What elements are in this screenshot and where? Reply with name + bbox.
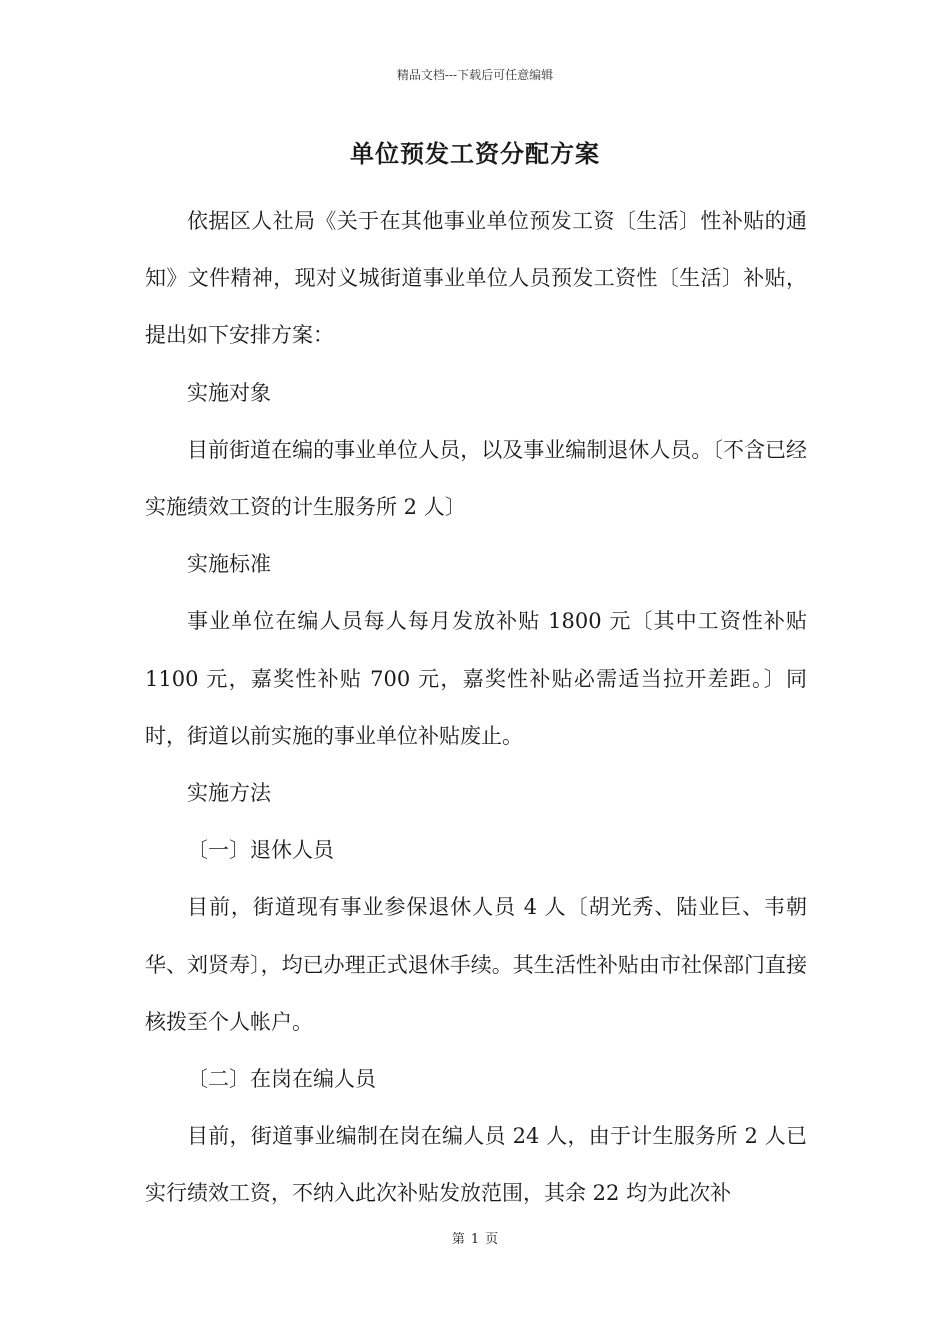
subheading-retired: 〔一〕退休人员 [187,838,334,863]
document-body [145,193,807,1223]
paragraph-target: 目前街道在编的事业单位人员，以及事业编制退休人员。〔不含已经实施绩效工资的计生服务所 2 人〕 [145,437,807,520]
page-number-suffix: 页 [485,1232,499,1247]
heading-standard: 实施标准 [187,552,271,577]
page-header: 精品文档---下载后可任意编辑 [396,68,554,82]
page-number-prefix: 第 [451,1232,465,1247]
heading-method: 实施方法 [187,781,271,806]
page-number: 1 [470,1232,480,1247]
heading-target: 实施对象 [187,380,271,405]
paragraph-active: 目前，街道事业编制在岗在编人员 24 人，由于计生服务所 2 人已实行绩效工资，不纳入此次补贴发放范围，其余 22 均为此次补 [145,1124,807,1206]
paragraph-standard: 事业单位在编人员每人每月发放补贴 1800 元〔其中工资性补贴 1100 元，嘉奖性补贴 700 元，嘉奖性补贴必需适当拉开差距。〕同时，街道以前实施的事业单位补贴废止。 [145,609,807,748]
page-footer [0,1228,950,1247]
subheading-active: 〔二〕在岗在编人员 [187,1067,376,1092]
paragraph-retired: 目前，街道现有事业参保退休人员 4 人〔胡光秀、陆业巨、韦朝华、刘贤寿〕，均已办理正式退休手续。其生活性补贴由市社保部门直接核拨至个人帐户。 [145,895,807,1034]
document-title: 单位预发工资分配方案 [350,139,600,168]
paragraph-intro: 依据区人社局《关于在其他事业单位预发工资〔生活〕性补贴的通知》文件精神，现对义城街道事业单位人员预发工资性〔生活〕补贴，提出如下安排方案： [145,209,807,348]
